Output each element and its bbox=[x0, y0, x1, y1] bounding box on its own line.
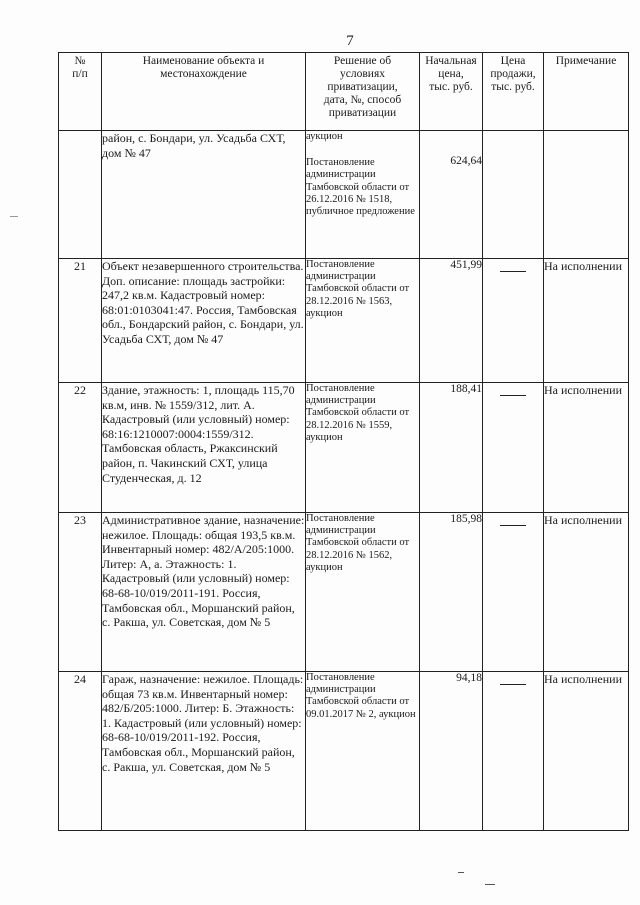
sale-price bbox=[483, 131, 544, 259]
dash-mark bbox=[500, 525, 526, 526]
dash-mark bbox=[500, 395, 526, 396]
object-name: район, с. Бондари, ул. Усадьба СХТ, дом № 47 bbox=[102, 131, 306, 259]
sale-price-dash bbox=[483, 513, 544, 672]
note bbox=[544, 131, 629, 259]
header-num: № п/п bbox=[59, 53, 102, 131]
scan-mark bbox=[458, 872, 464, 873]
decision-text: Постановление администрации Тамбовской области от 26.12.2016 № 1518, публичное предложение bbox=[306, 157, 415, 218]
row-num: 22 bbox=[59, 383, 102, 513]
decision-text: Постановление администрации Тамбовской области от 09.01.2017 № 2, аукцион bbox=[306, 672, 420, 831]
start-price bbox=[420, 131, 483, 259]
privatization-table bbox=[58, 52, 629, 831]
row-num bbox=[59, 131, 102, 259]
row-num: 24 bbox=[59, 672, 102, 831]
start-price: 451,99 bbox=[420, 259, 483, 383]
table-row bbox=[59, 131, 629, 259]
table-row bbox=[59, 513, 629, 672]
sale-price-dash bbox=[483, 672, 544, 831]
decision-text: Постановление администрации Тамбовской области от 28.12.2016 № 1562, аукцион bbox=[306, 513, 420, 672]
object-name: Административное здание, назначение: нежилое. Площадь: общая 193,5 кв.м. Инвентарный номер: 482/А/205:1000. Литер: А, а. Этажность: 1. Кадастровый (или условный) номер: 68-68-10/019/2011-191. Россия, Тамбовская обл., Моршанский район, с. Ракша, ул. Советская, дом № 5 bbox=[102, 513, 306, 672]
note: На исполнении bbox=[544, 672, 629, 831]
dash-mark bbox=[500, 271, 526, 272]
decision-text: Постановление администрации Тамбовской области от 28.12.2016 № 1559, аукцион bbox=[306, 383, 420, 513]
row-num: 21 bbox=[59, 259, 102, 383]
decision-cell bbox=[306, 131, 420, 259]
note: На исполнении bbox=[544, 513, 629, 672]
object-name: Здание, этажность: 1, площадь 115,70 кв.м, инв. № 1559/312, лит. А. Кадастровый (или условный) номер: 68:16:1210007:0004:1559/312. Тамбовская область, Ржаксинский район, п. Чакинский СХТ, улица Студенческая, д. 12 bbox=[102, 383, 306, 513]
table-row bbox=[59, 383, 629, 513]
header-name: Наименование объекта и местонахождение bbox=[102, 53, 306, 131]
scan-mark bbox=[10, 216, 18, 217]
decision-gap bbox=[306, 143, 419, 157]
header-row bbox=[59, 53, 629, 131]
dash-mark bbox=[500, 684, 526, 685]
header-decision: Решение об условиях приватизации, дата, №, способ приватизации bbox=[306, 53, 420, 131]
sale-price-dash bbox=[483, 383, 544, 513]
start-price: 94,18 bbox=[420, 672, 483, 831]
start-price-value: 624,64 bbox=[450, 155, 482, 167]
sale-price-dash bbox=[483, 259, 544, 383]
object-name: Гараж, назначение: нежилое. Площадь: общая 73 кв.м. Инвентарный номер: 482/Б/205:1000. Литер: Б. Этажность: 1. Кадастровый (или условный) номер: 68-68-10/019/2011-192. Россия, Тамбовская обл., Моршанский район, с. Ракша, ул. Советская, дом № 5 bbox=[102, 672, 306, 831]
table-row bbox=[59, 259, 629, 383]
object-name: Объект незавершенного строительства. Доп. описание: площадь застройки: 247,2 кв.м. Кадастровый номер: 68:01:0103041:47. Россия, Тамбовская обл., Бондарский район, с. Бондари, ул. Усадьба СХТ, дом № 47 bbox=[102, 259, 306, 383]
header-note: Примечание bbox=[544, 53, 629, 131]
decision-top: аукцион bbox=[306, 131, 343, 142]
decision-text: Постановление администрации Тамбовской области от 28.12.2016 № 1563, аукцион bbox=[306, 259, 420, 383]
header-sale-price: Цена продажи, тыс. руб. bbox=[483, 53, 544, 131]
row-num: 23 bbox=[59, 513, 102, 672]
note: На исполнении bbox=[544, 259, 629, 383]
start-price: 185,98 bbox=[420, 513, 483, 672]
page-number: 7 bbox=[346, 33, 354, 49]
table-row bbox=[59, 672, 629, 831]
scan-mark bbox=[485, 884, 495, 885]
note: На исполнении bbox=[544, 383, 629, 513]
start-price: 188,41 bbox=[420, 383, 483, 513]
header-start-price: Начальная цена, тыс. руб. bbox=[420, 53, 483, 131]
